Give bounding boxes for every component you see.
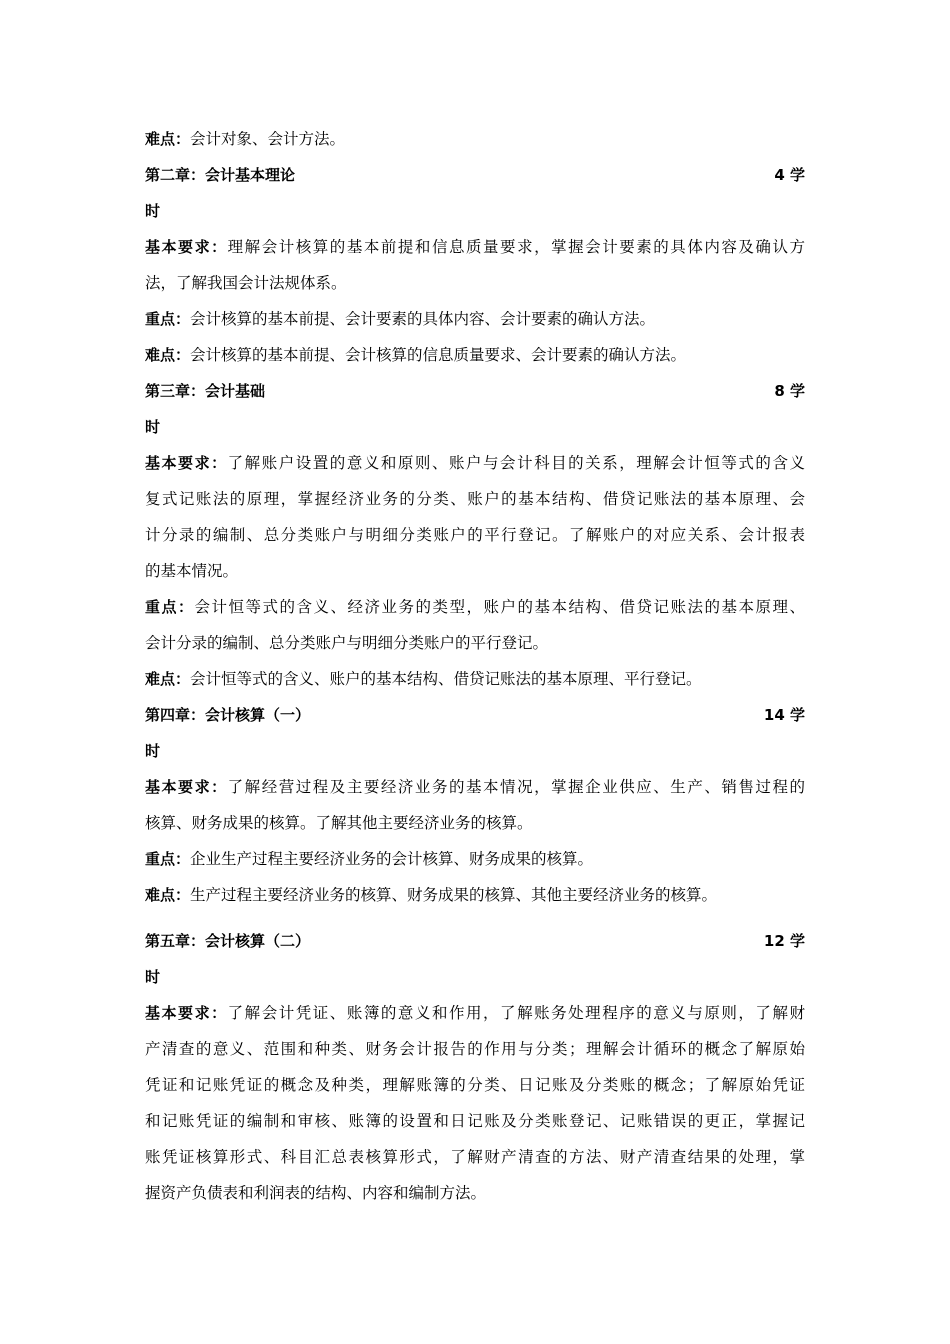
chapter-title: 第四章：会计核算（一） [145, 706, 311, 724]
document-page [145, 121, 805, 1211]
hours-suffix: 时 [145, 202, 161, 220]
requirements-line: 计分录的编制、总分类账户与明细分类账户的平行登记。了解账户的对应关系、会计报表 [145, 526, 805, 544]
key-points-text: 会计核算的基本前提、会计要素的具体内容、会计要素的确认方法。 [190, 310, 656, 328]
chapter-hours: 4 学 [774, 166, 805, 184]
key-points-label: 重点： [145, 850, 191, 868]
difficulties-text: 生产过程主要经济业务的核算、财务成果的核算、其他主要经济业务的核算。 [190, 886, 718, 904]
chapter-heading [145, 697, 805, 733]
key-points-label: 重点： [145, 598, 195, 616]
difficulties-label: 难点： [145, 886, 191, 904]
key-points-line [145, 841, 805, 877]
difficulties-label: 难点： [145, 670, 191, 688]
key-points-label: 重点： [145, 310, 191, 328]
requirements-label: 基本要求： [145, 778, 228, 796]
requirements-text: 了解会计凭证、账簿的意义和作用，了解账务处理程序的意义与原则，了解财 [227, 1004, 805, 1022]
chapter-hours: 8 学 [774, 382, 805, 400]
chapter-heading [145, 157, 805, 193]
requirements-text: 理解会计核算的基本前提和信息质量要求，掌握会计要素的具体内容及确认方 [227, 238, 805, 256]
requirements-line: 产清查的意义、范围和种类、财务会计报告的作用与分类；理解会计循环的概念了解原始 [145, 1040, 805, 1058]
key-points-line [145, 301, 805, 337]
chapter-heading [145, 373, 805, 409]
requirements-line: 核算、财务成果的核算。了解其他主要经济业务的核算。 [145, 814, 533, 832]
key-points-text: 会计恒等式的含义、经济业务的类型，账户的基本结构、借贷记账法的基本原理、 [194, 598, 805, 616]
difficulties-line [145, 877, 805, 913]
difficulties-line [145, 661, 805, 697]
difficulties-text: 会计核算的基本前提、会计核算的信息质量要求、会计要素的确认方法。 [190, 346, 687, 364]
requirements-line: 的基本情况。 [145, 562, 239, 580]
requirements-line: 复式记账法的原理，掌握经济业务的分类、账户的基本结构、借贷记账法的基本原理、会 [145, 490, 805, 508]
requirements-label: 基本要求： [145, 1004, 228, 1022]
requirements-line [145, 769, 805, 805]
chapter-hours: 12 学 [763, 932, 805, 950]
chapter-title: 第三章：会计基础 [145, 382, 266, 400]
hours-suffix: 时 [145, 968, 161, 986]
difficulties-label: 难点： [145, 346, 191, 364]
requirements-line [145, 995, 805, 1031]
chapter-title: 第五章：会计核算（二） [145, 932, 311, 950]
requirements-line [145, 229, 805, 265]
chapter-title: 第二章：会计基本理论 [145, 166, 296, 184]
requirements-label: 基本要求： [145, 238, 228, 256]
requirements-line: 账凭证核算形式、科目汇总表核算形式，了解财产清查的方法、财产清查结果的处理，掌 [145, 1148, 805, 1166]
chapter-heading [145, 923, 805, 959]
requirements-line: 凭证和记账凭证的概念及种类，理解账簿的分类、日记账及分类账的概念；了解原始凭证 [145, 1076, 805, 1094]
requirements-line [145, 445, 805, 481]
intro-difficulties-line [145, 121, 805, 157]
requirements-line: 握资产负债表和利润表的结构、内容和编制方法。 [145, 1184, 487, 1202]
requirements-label: 基本要求： [145, 454, 228, 472]
hours-suffix: 时 [145, 742, 161, 760]
difficulties-text: 会计对象、会计方法。 [190, 130, 346, 148]
requirements-text: 了解账户设置的意义和原则、账户与会计科目的关系，理解会计恒等式的含义 [227, 454, 805, 472]
requirements-line: 法，了解我国会计法规体系。 [145, 274, 347, 292]
hours-suffix: 时 [145, 418, 161, 436]
key-points-line: 会计分录的编制、总分类账户与明细分类账户的平行登记。 [145, 634, 549, 652]
key-points-text: 企业生产过程主要经济业务的会计核算、财务成果的核算。 [190, 850, 594, 868]
difficulties-label: 难点： [145, 130, 191, 148]
key-points-line [145, 589, 805, 625]
difficulties-line [145, 337, 805, 373]
chapter-hours: 14 学 [763, 706, 805, 724]
difficulties-text: 会计恒等式的含义、账户的基本结构、借贷记账法的基本原理、平行登记。 [190, 670, 702, 688]
requirements-text: 了解经营过程及主要经济业务的基本情况，掌握企业供应、生产、销售过程的 [227, 778, 805, 796]
requirements-line: 和记账凭证的编制和审核、账簿的设置和日记账及分类账登记、记账错误的更正，掌握记 [145, 1112, 805, 1130]
